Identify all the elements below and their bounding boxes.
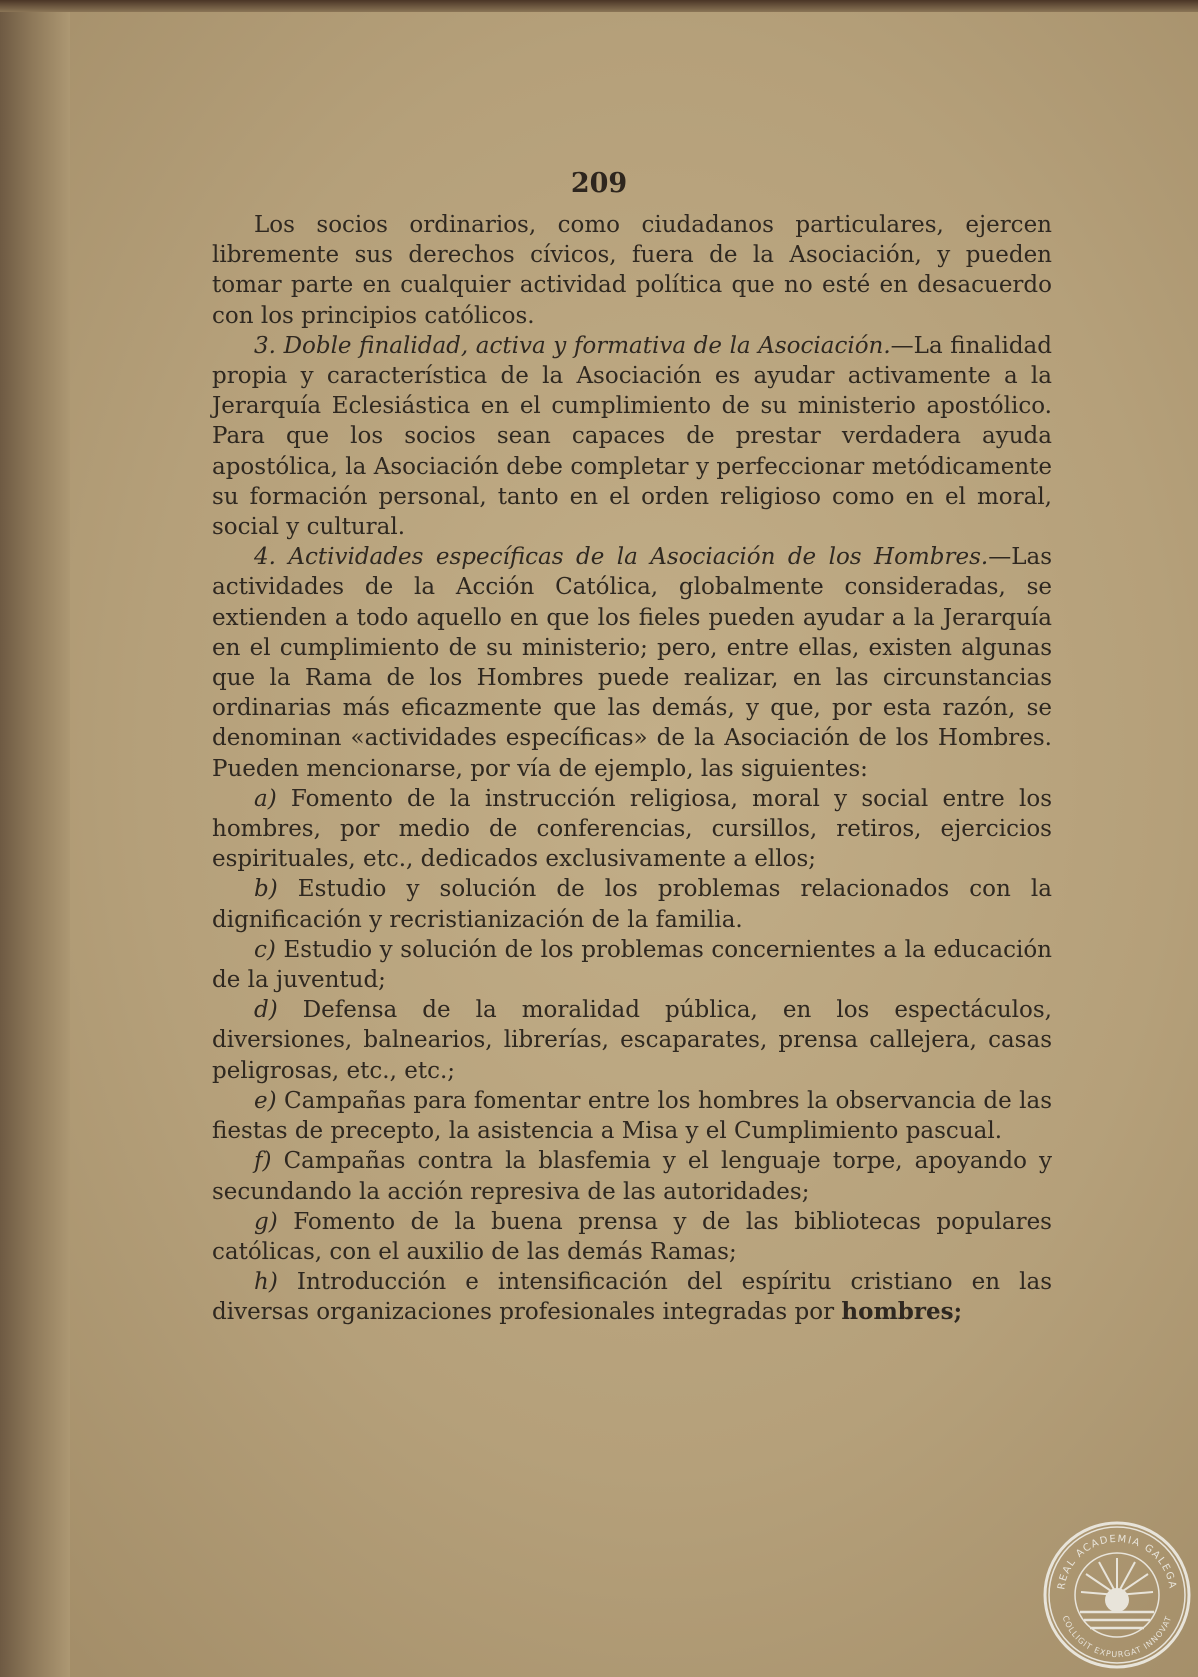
list-item <box>212 995 1052 1086</box>
seal-bottom-text: COLLIGIT EXPURGAT INNOVAT <box>1060 1614 1174 1660</box>
list-item-text: Estudio y solución de los problemas concernientes a la educación de la juventud; <box>212 936 1052 994</box>
list-item-continuation: hombres; <box>841 1298 963 1326</box>
list-item <box>212 1267 1052 1327</box>
paragraph-text: —Las actividades de la Acción Católica, globalmente consideradas, se extienden a todo aquello en que los fieles pueden ayudar a la Jerarquía en el cumplimiento de su ministerio; pero, entre ellas, existen algunas que la Rama de los Hombres puede realizar, en las circunstancias ordinarias más eficazmente que las demás, y que, por esta razón, se denominan «actividades específicas» de la Asociación de los Hombres. Pueden mencionarse, por vía de ejemplo, las siguientes: <box>212 544 1052 782</box>
section-number: 4. <box>254 544 276 571</box>
list-item-text: Defensa de la moralidad pública, en los espectáculos, diversiones, balnearios, librerías, escaparates, prensa callejera, casas peligrosas, etc., etc.; <box>212 997 1052 1084</box>
section-heading: Doble finalidad, activa y formativa de la Asociación. <box>283 332 891 359</box>
list-item <box>212 1146 1052 1206</box>
list-item <box>212 935 1052 995</box>
seal-top-text: REAL ACADEMIA GALEGA <box>1056 1533 1178 1591</box>
list-item-text: Campañas para fomentar entre los hombres la observancia de las fiestas de precepto, la asistencia a Misa y el Cumplimiento pascual. <box>212 1087 1053 1145</box>
paragraph-members <box>212 210 1052 331</box>
list-item-text: Campañas contra la blasfemia y el lenguaje torpe, apoyando y secundando la acción represiva de las autoridades; <box>212 1148 1053 1205</box>
list-item-letter: d) <box>254 997 278 1024</box>
section-number: 3. <box>254 332 276 359</box>
list-item-text: Estudio y solución de los problemas relacionados con la dignificación y recristianización de la familia. <box>212 876 1052 933</box>
body-text <box>212 210 1052 1328</box>
list-item-text: Introducción e intensificación del espíritu cristiano en las diversas organizaciones profesionales integradas por <box>212 1269 1052 1326</box>
list-item-letter: f) <box>254 1148 272 1175</box>
list-item-text: Fomento de la instrucción religiosa, moral y social entre los hombres, por medio de conferencias, cursillos, retiros, ejercicios espirituales, etc., dedicados exclusivamente a ellos; <box>212 785 1053 873</box>
section-heading: Actividades específicas de la Asociación de los Hombres. <box>288 544 989 571</box>
paragraph-specific-activities <box>212 542 1052 784</box>
list-item <box>212 874 1052 934</box>
list-item-letter: h) <box>254 1269 278 1296</box>
paragraph-text: Los socios ordinarios, como ciudadanos particulares, ejercen libremente sus derechos cívicos, fuera de la Asociación, y pueden tomar parte en cualquier actividad política que no esté en desacuerdo con los principios católicos. <box>212 212 1052 329</box>
list-item-letter: g) <box>254 1208 278 1235</box>
list-item-letter: e) <box>254 1087 277 1114</box>
paragraph-dual-purpose <box>212 331 1052 542</box>
list-item <box>212 784 1052 875</box>
paragraph-text: —La finalidad propia y característica de la Asociación es ayudar activamente a la Jerarquía Eclesiástica en el cumplimiento de su ministerio apostólico. Para que los socios sean capaces de prestar verdadera ayuda apostólica, la Asociación debe completar y perfeccionar metódicamente su formación personal, tanto en el orden religioso como en el moral, social y cultural. <box>212 332 1052 541</box>
list-item-text: Fomento de la buena prensa y de las bibliotecas populares católicas, con el auxilio de las demás Ramas; <box>212 1208 1052 1265</box>
list-item <box>212 1207 1052 1267</box>
list-item-letter: c) <box>254 936 276 963</box>
list-item <box>212 1086 1052 1146</box>
page-top-edge <box>0 0 1198 12</box>
list-item-letter: a) <box>254 785 277 812</box>
academy-seal-icon <box>1042 1520 1192 1670</box>
page-number: 209 <box>570 168 628 199</box>
book-gutter <box>0 0 70 1677</box>
list-item-letter: b) <box>254 876 278 903</box>
